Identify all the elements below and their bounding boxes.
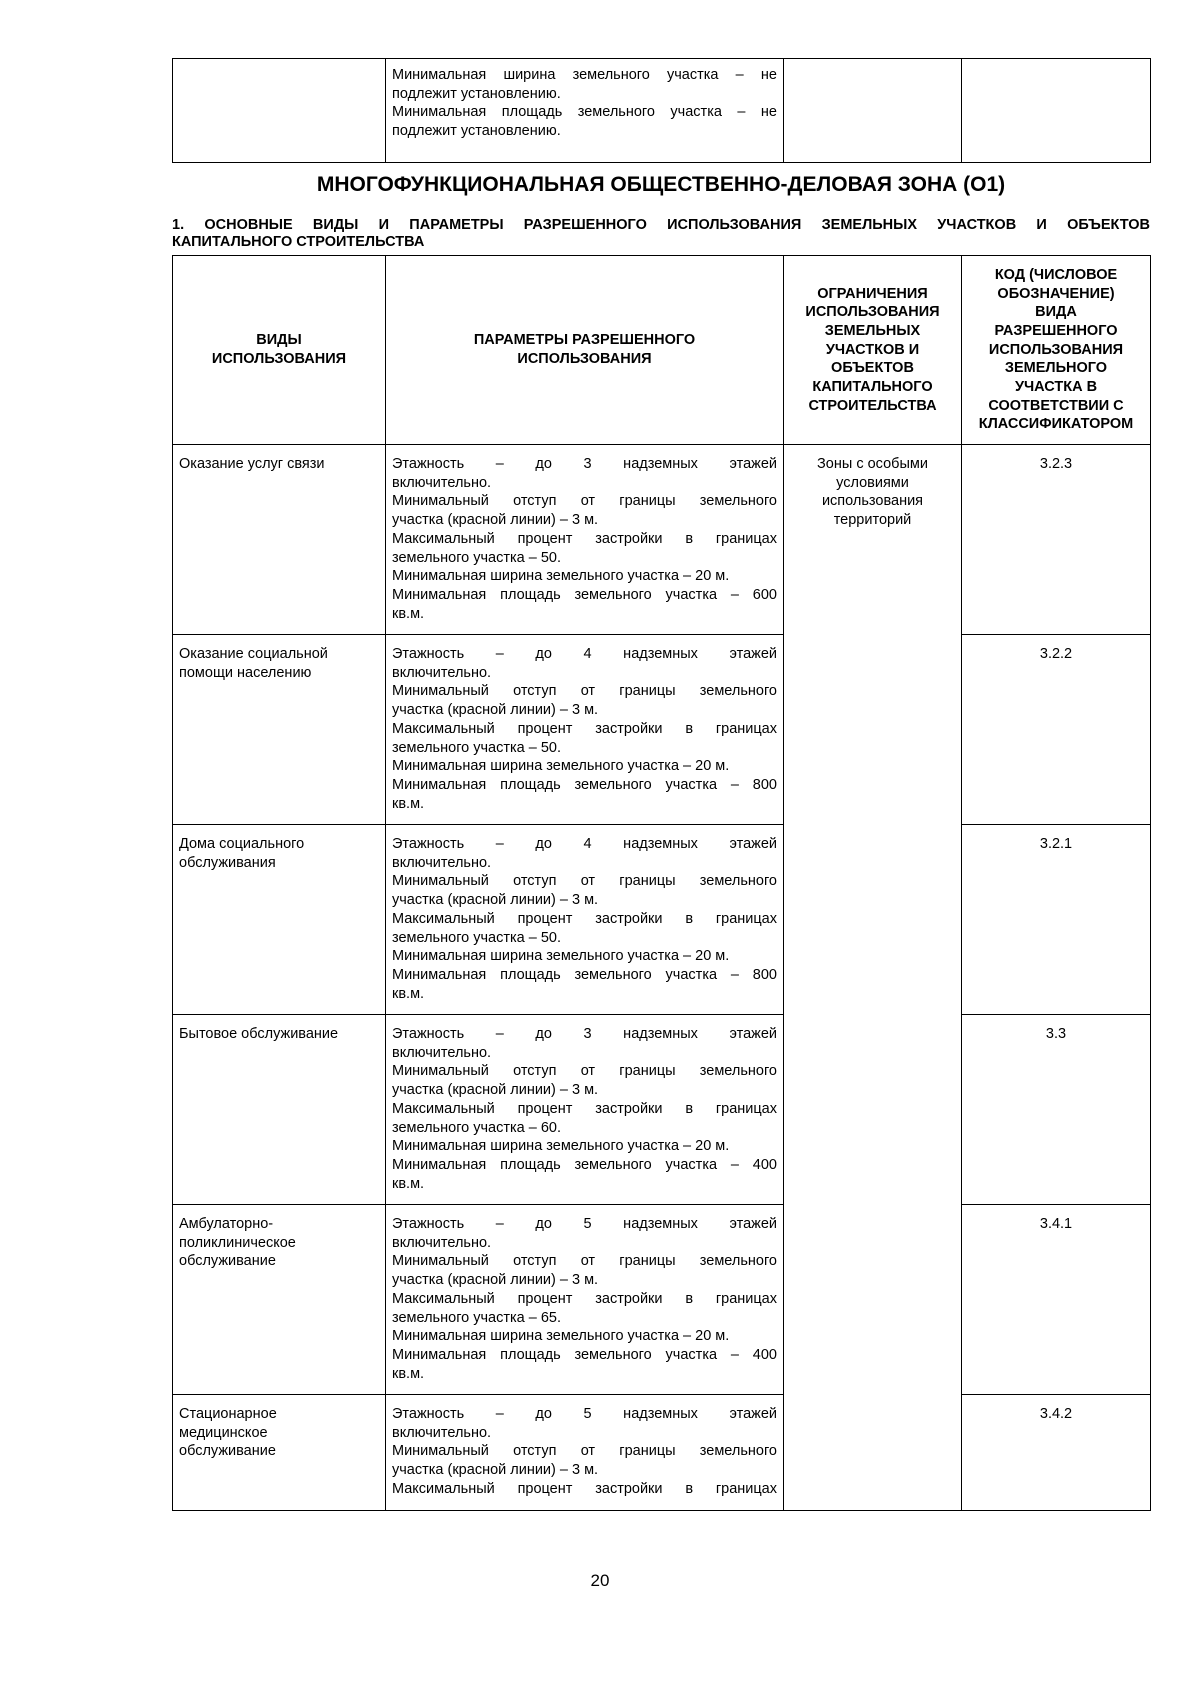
- usage-line: медицинское: [179, 1424, 268, 1441]
- param-line: подлежит установлению.: [392, 123, 561, 140]
- header-line: КАПИТАЛЬНОГО: [812, 379, 933, 396]
- param-line: кв.м.: [392, 605, 425, 622]
- section-heading-line: 1. ОСНОВНЫЕ ВИДЫ И ПАРАМЕТРЫ РАЗРЕШЕННОГО ИСПОЛЬЗОВАНИЯ ЗЕМЕЛЬНЫХ УЧАСТКОВ И ОБЪЕКТОВ: [172, 217, 1150, 233]
- param-line: участка (красной линии) – 3 м.: [392, 1272, 599, 1289]
- param-line: Максимальный процент застройки в границах: [392, 1290, 777, 1307]
- params-cell: [386, 1015, 784, 1205]
- param-line: Этажность – до 5 надземных этажей: [392, 1406, 777, 1422]
- param-line: Максимальный процент застройки в границах: [392, 1480, 777, 1497]
- code-cell: [962, 59, 1151, 163]
- param-line: Этажность – до 5 надземных этажей: [392, 1216, 777, 1232]
- param-line: Максимальный процент застройки в границах: [392, 1100, 777, 1117]
- param-line: Минимальный отступ от границы земельного: [392, 1443, 777, 1460]
- table-row: [173, 1205, 1151, 1395]
- param-line: включительно.: [392, 854, 492, 871]
- zone-title: МНОГОФУНКЦИОНАЛЬНАЯ ОБЩЕСТВЕННО-ДЕЛОВАЯ ЗОНА (О1): [316, 173, 1006, 196]
- param-line: участка (красной линии) – 3 м.: [392, 512, 599, 529]
- param-line: земельного участка – 60.: [392, 1119, 562, 1136]
- land-use-table: [172, 255, 1151, 1511]
- usage-line: Дома социального: [179, 836, 305, 852]
- header-line: ПАРАМЕТРЫ РАЗРЕШЕННОГО: [473, 332, 696, 349]
- usage-line: Бытовое обслуживание: [179, 1026, 339, 1042]
- code-cell: 3.4.2: [962, 1395, 1151, 1511]
- header-line: ИСПОЛЬЗОВАНИЯ: [211, 351, 347, 367]
- param-line: земельного участка – 50.: [392, 929, 562, 946]
- params-cell: [386, 445, 784, 635]
- usage-line: помощи населению: [179, 664, 312, 681]
- code-cell: 3.2.1: [962, 825, 1151, 1015]
- table-row: [173, 1395, 1151, 1511]
- table-row: [173, 825, 1151, 1015]
- header-line: ВИДА: [1035, 304, 1077, 321]
- param-line: Минимальная ширина земельного участка – 20 м.: [392, 948, 730, 965]
- param-line: Минимальный отступ от границы земельного: [392, 1063, 777, 1080]
- param-line: Минимальная ширина земельного участка – не: [392, 67, 777, 83]
- section-heading: [172, 217, 1150, 251]
- usage-line: Амбулаторно-: [179, 1216, 274, 1232]
- param-line: участка (красной линии) – 3 м.: [392, 1082, 599, 1099]
- usage-line: обслуживания: [179, 854, 276, 871]
- param-line: включительно.: [392, 1044, 492, 1061]
- param-line: кв.м.: [392, 1175, 425, 1192]
- code-cell: 3.2.3: [962, 445, 1151, 635]
- param-line: земельного участка – 50.: [392, 739, 562, 756]
- params-cell: [386, 1205, 784, 1395]
- header-line: ЗЕМЕЛЬНОГО: [1004, 360, 1108, 377]
- usage-line: Оказание социальной: [179, 646, 328, 662]
- param-line: Максимальный процент застройки в границах: [392, 910, 777, 927]
- header-line: КОД (ЧИСЛОВОЕ: [994, 266, 1118, 283]
- table-row: [173, 445, 1151, 635]
- header-line: ИСПОЛЬЗОВАНИЯ: [517, 351, 652, 367]
- param-line: Минимальная ширина земельного участка – 20 м.: [392, 1328, 730, 1345]
- param-line: кв.м.: [392, 1365, 425, 1382]
- param-line: Минимальный отступ от границы земельного: [392, 493, 777, 510]
- header-line: ОБОЗНАЧЕНИЕ): [997, 285, 1115, 302]
- usage-cell: [173, 445, 386, 635]
- table-row: [173, 59, 1151, 163]
- header-line: ИСПОЛЬЗОВАНИЯ: [805, 304, 940, 321]
- header-line: УЧАСТКА В: [1014, 379, 1098, 396]
- param-line: Минимальный отступ от границы земельного: [392, 873, 777, 890]
- table-row: [173, 1015, 1151, 1205]
- param-line: участка (красной линии) – 3 м.: [392, 892, 599, 909]
- header-line: РАЗРЕШЕННОГО: [994, 322, 1118, 339]
- param-line: Этажность – до 4 надземных этажей: [392, 836, 777, 852]
- param-line: включительно.: [392, 474, 492, 491]
- usage-cell: [173, 1395, 386, 1511]
- header-line: ВИДЫ: [256, 332, 302, 349]
- header-line: ИСПОЛЬЗОВАНИЯ: [988, 341, 1124, 358]
- params-cell: [386, 59, 784, 163]
- section-heading-line: КАПИТАЛЬНОГО СТРОИТЕЛЬСТВА: [172, 234, 425, 250]
- param-line: Минимальная площадь земельного участка – 800: [392, 776, 777, 793]
- continued-table: [172, 58, 1151, 163]
- header-line: УЧАСТКОВ И: [825, 341, 920, 358]
- usage-cell: [173, 59, 386, 163]
- param-line: Минимальная площадь земельного участка – 400: [392, 1156, 777, 1173]
- param-line: Максимальный процент застройки в границах: [392, 530, 777, 547]
- code-cell: 3.3: [962, 1015, 1151, 1205]
- header-line: СТРОИТЕЛЬСТВА: [808, 397, 937, 414]
- usage-cell: [173, 825, 386, 1015]
- param-line: подлежит установлению.: [392, 85, 561, 102]
- table-body: [173, 445, 1151, 1511]
- param-line: Минимальная ширина земельного участка – 20 м.: [392, 758, 730, 775]
- usage-cell: [173, 635, 386, 825]
- code-cell: 3.4.1: [962, 1205, 1151, 1395]
- usage-line: обслуживание: [179, 1253, 276, 1270]
- restriction-line: условиями: [836, 474, 909, 491]
- param-line: Минимальная ширина земельного участка – 20 м.: [392, 1138, 730, 1155]
- header-line: СООТВЕТСТВИИ С: [988, 397, 1124, 414]
- restrictions-cell: [784, 445, 962, 1511]
- usage-line: Оказание услуг связи: [179, 456, 325, 472]
- param-line: Этажность – до 4 надземных этажей: [392, 646, 777, 662]
- param-line: кв.м.: [392, 985, 425, 1002]
- param-line: Этажность – до 3 надземных этажей: [392, 456, 777, 472]
- param-line: включительно.: [392, 664, 492, 681]
- params-cell: [386, 825, 784, 1015]
- param-line: Минимальная площадь земельного участка – 800: [392, 966, 777, 983]
- header-restrictions: [784, 256, 962, 445]
- param-line: участка (красной линии) – 3 м.: [392, 702, 599, 719]
- table-header-row: [173, 256, 1151, 445]
- header-usage: [173, 256, 386, 445]
- param-line: Минимальный отступ от границы земельного: [392, 683, 777, 700]
- usage-cell: [173, 1015, 386, 1205]
- param-line: земельного участка – 65.: [392, 1309, 562, 1326]
- param-line: Минимальная площадь земельного участка – 400: [392, 1346, 777, 1363]
- param-line: участка (красной линии) – 3 м.: [392, 1462, 599, 1479]
- header-line: КЛАССИФИКАТОРОМ: [978, 416, 1134, 433]
- usage-line: Стационарное: [179, 1406, 277, 1422]
- param-line: Минимальный отступ от границы земельного: [392, 1253, 777, 1270]
- restriction-line: использования: [821, 493, 924, 510]
- header-line: ОБЪЕКТОВ: [831, 360, 914, 377]
- code-cell: 3.2.2: [962, 635, 1151, 825]
- params-cell: [386, 635, 784, 825]
- param-line: Максимальный процент застройки в границах: [392, 720, 777, 737]
- restriction-line: территорий: [833, 512, 912, 529]
- param-line: земельного участка – 50.: [392, 549, 562, 566]
- param-line: включительно.: [392, 1234, 492, 1251]
- param-line: Минимальная ширина земельного участка – 20 м.: [392, 568, 730, 585]
- usage-cell: [173, 1205, 386, 1395]
- usage-line: поликлиническое: [179, 1234, 296, 1251]
- param-line: включительно.: [392, 1424, 492, 1441]
- param-line: Этажность – до 3 надземных этажей: [392, 1026, 777, 1042]
- table-row: [173, 635, 1151, 825]
- header-params: [386, 256, 784, 445]
- usage-line: обслуживание: [179, 1443, 276, 1460]
- header-code: [962, 256, 1151, 445]
- restriction-line: Зоны с особыми: [817, 456, 928, 472]
- page-number: 20: [590, 1571, 610, 1590]
- restrictions-cell: [784, 59, 962, 163]
- header-line: ОГРАНИЧЕНИЯ: [817, 285, 928, 302]
- param-line: Минимальная площадь земельного участка – не: [392, 104, 777, 121]
- header-line: ЗЕМЕЛЬНЫХ: [824, 322, 921, 339]
- params-cell: [386, 1395, 784, 1511]
- param-line: Минимальная площадь земельного участка – 600: [392, 586, 777, 603]
- param-line: кв.м.: [392, 795, 425, 812]
